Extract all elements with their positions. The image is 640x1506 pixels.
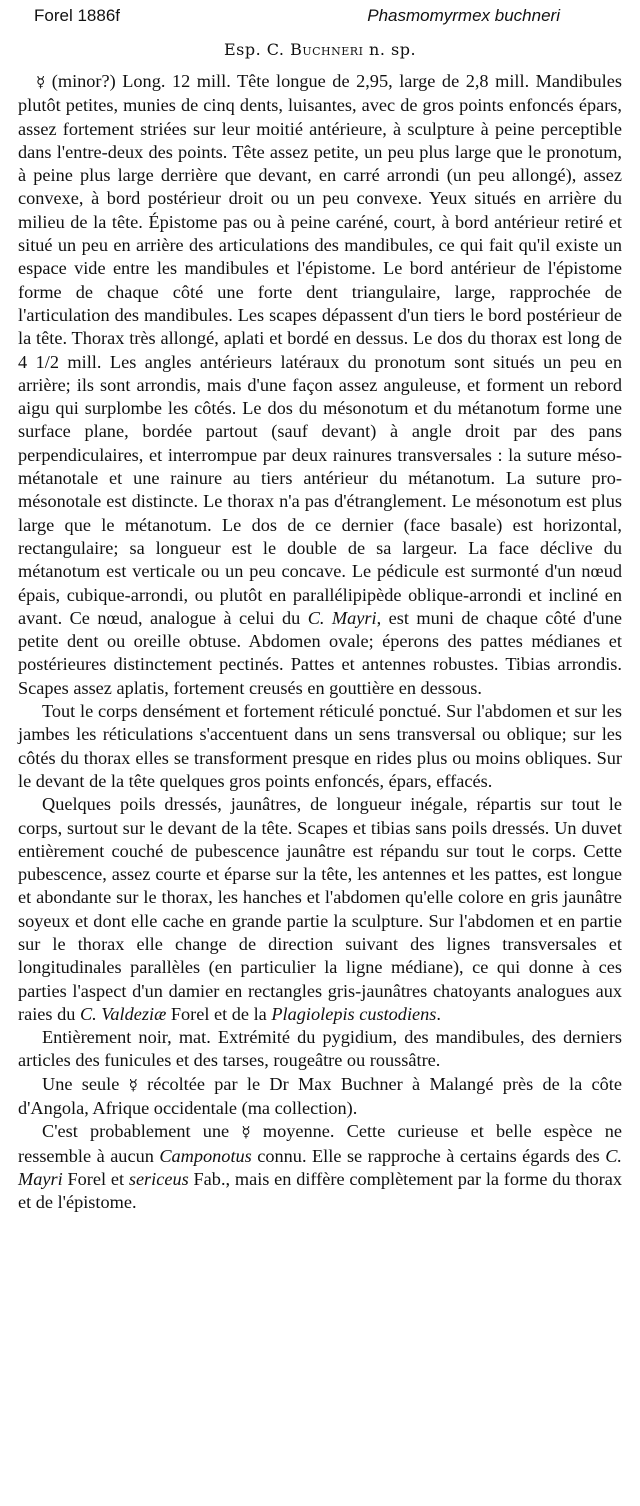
paragraph-p4: [18, 1026, 622, 1073]
italic-taxon: C. Mayri: [307, 607, 377, 628]
worker-symbol: ☿: [128, 1075, 138, 1094]
paragraph-p6: [18, 1120, 622, 1214]
worker-symbol: ☿: [36, 73, 46, 91]
heading-species-name: Buchneri: [290, 40, 364, 59]
text-run: Fab., mais en diffère complètement par la forme du thorax et de l'épistome.: [18, 1168, 623, 1213]
paragraph-p5: [18, 1073, 622, 1121]
paragraph-p2: [18, 700, 622, 793]
text-run: , est muni de chaque côté d'une petite dent ou oreille obtuse. Abdomen ovale; éperons des pattes médianes et postérieures distinctement pectinés. Pattes et antennes robustes. Tibias arrondis. Scapes assez aplatis, fortement creusés en gouttière en dessous.: [18, 607, 622, 698]
text-run: Une seule: [42, 1073, 129, 1094]
text-run: (minor?) Long. 12 mill. Tête longue de 2,95, large de 2,8 mill. Mandibules plutôt petites, munies de cinq dents, luisantes, avec de gros points enfoncés épars, assez fortement striées sur leur moitié antérieure, à sculpture à peine perceptible dans l'entre-deux des points. Tête assez petite, un peu plus large que le pronotum, à peine plus large derrière que devant, en carré arrondi (un peu allongé), assez convexe, à bord postérieur droit ou un peu convexe. Yeux situés en arrière du milieu de la tête. Épistome pas ou à peine caréné, court, à bord antérieur retiré et situé un peu en arrière des articulations des mandibules, ce qui fait qu'il existe un espace vide entre les mandibules et l'épistome. Le bord antérieur de l'épistome forme de chaque côté une forte dent triangulaire, large, rapprochée de l'articulation des mandibules. Les scapes dépassent d'un tiers le bord postérieur de la tête. Thorax très allongé, aplati et bordé en dessus. Le dos du thorax est long de 4 1/2 mill. Les angles antérieurs latéraux du pronotum sont situés un peu en arrière; ils sont arrondis, mais d'une façon assez anguleuse, et forment un rebord aigu qui surplombe les côtés. Le dos du mésonotum et du métanotum forme une surface plane, bordée partout (sauf devant) à angle droit par des pans perpendiculaires, et interrompue par deux rainures transversales : la suture méso-métanotale et une rainure au tiers antérieur du métanotum. La suture pro-mésonotale est distincte. Le thorax n'a pas d'étranglement. Le mésonotum est plus large que le métanotum. Le dos de ce dernier (face basale) est horizontal, rectangulaire; sa longueur est le double de sa largeur. La face déclive du métanotum est verticale ou un peu concave. Le pédicule est surmonté d'un nœud épais, cubique-arrondi, ou plutôt en parallélipipède oblique-arrondi et incliné en avant. Ce nœud, analogue à celui du: [18, 71, 622, 628]
citation-label: Forel 1886f: [34, 6, 120, 25]
italic-taxon: Plagiolepis custodiens: [271, 1003, 437, 1024]
text-run: Forel et: [62, 1168, 129, 1189]
italic-taxon: C. Mayri: [18, 1145, 622, 1189]
species-heading: [0, 40, 640, 59]
text-run: Quelques poils dressés, jaunâtres, de longueur inégale, répartis sur tout le corps, surtout sur le devant de la tête. Scapes et tibias sans poils dressés. Un duvet entièrement couché de pubescence jaunâtre est répandu sur tout le corps. Cette pubescence, assez courte et éparse sur la tête, les antennes et les pattes, est longue et abondante sur le thorax, les hanches et l'abdomen qu'elle colore en gris jaunâtre soyeux et dont elle cache en grande partie la sculpture. Sur l'abdomen et en partie sur le thorax elle change de direction suivant des lignes transversales et longitudinales parallèles (en particulier la ligne médiane), ce qui donne à ces parties l'aspect d'un damier en rectangles gris-jaunâtres chatoyants analogues aux raies du: [18, 794, 622, 1024]
paragraph-p1: [18, 70, 622, 700]
text-run: connu. Elle se rapproche à certains égards des: [251, 1145, 606, 1166]
text-run: .: [436, 1003, 441, 1024]
italic-taxon: C. Valdeziæ: [79, 1003, 167, 1024]
heading-prefix: Esp. C.: [223, 40, 291, 59]
page-header: [34, 4, 560, 34]
italic-taxon: sericeus: [128, 1168, 189, 1189]
description-body: [18, 70, 622, 1215]
italic-taxon: Camponotus: [159, 1145, 252, 1166]
text-run: C'est probablement une: [42, 1121, 242, 1142]
text-run: Tout le corps densément et fortement réticulé ponctué. Sur l'abdomen et sur les jambes les réticulations s'accentuent dans un sens transversal ou oblique; sur les côtés du thorax elles se transforment presque en rides plus ou moins obliques. Sur le devant de la tête quelques gros points enfoncés, épars, effacés.: [18, 701, 622, 791]
paragraph-p3: [18, 793, 622, 1026]
species-label: Phasmomyrmex buchneri: [367, 6, 560, 25]
text-run: Forel et de la: [166, 1003, 272, 1024]
heading-suffix: n. sp.: [363, 40, 417, 59]
text-run: Entièrement noir, mat. Extrémité du pygidium, des mandibules, des derniers articles des funicules et des tarses, rougeâtre ou roussâtre.: [18, 1027, 622, 1071]
text-run: moyenne. Cette curieuse et belle espèce ne ressemble à aucun: [18, 1121, 622, 1166]
text-run: récoltée par le Dr Max Buchner à Malangé près de la côte d'Angola, Afrique occidentale (ma collection).: [18, 1073, 622, 1119]
worker-symbol: ☿: [241, 1123, 251, 1142]
